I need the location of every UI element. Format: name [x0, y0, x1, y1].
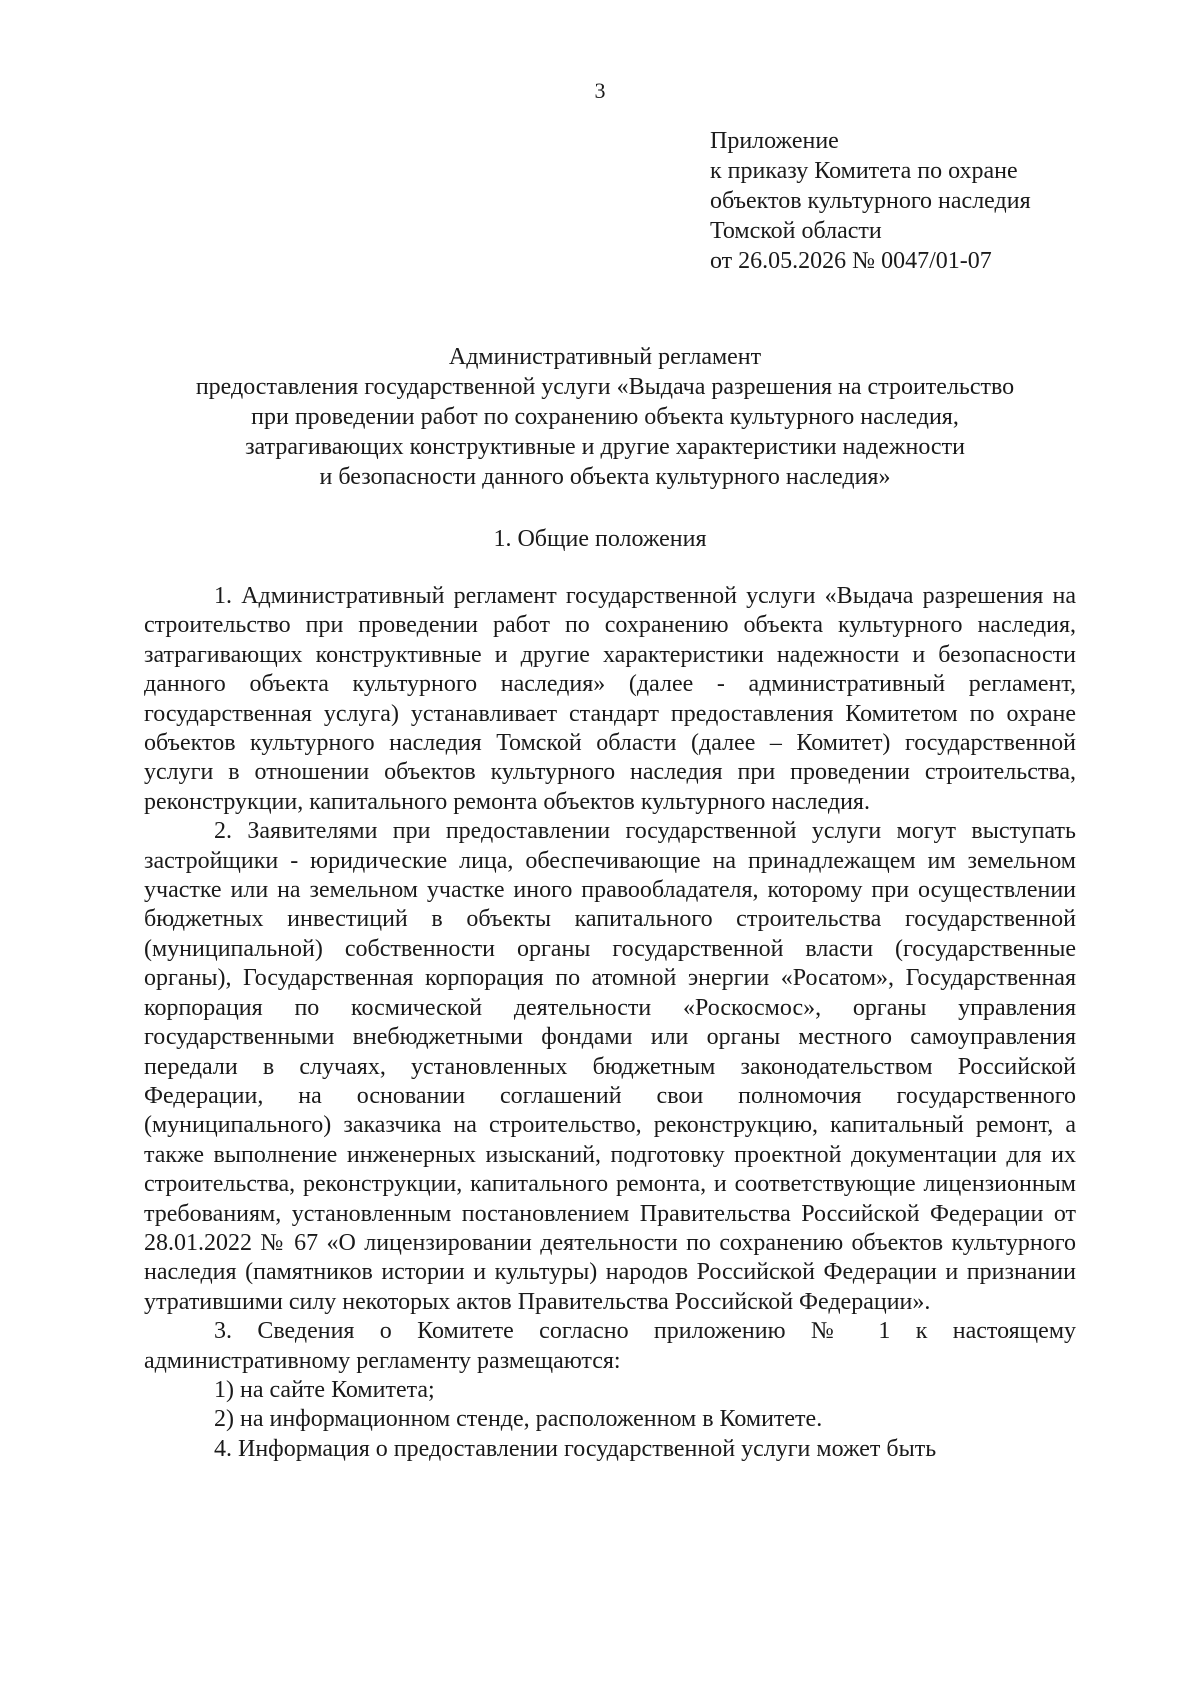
- appendix-line: к приказу Комитета по охране: [710, 158, 1018, 184]
- paragraph-1: 1. Административный регламент государственной услуги «Выдача разрешения на строительство при проведении работ по сохранению объекта культурного наследия, затрагивающих конструктивные и другие характеристики надежности и безопасности данного объекта культурного наследия» (далее - административный регламент, государственная услуга) устанавливает стандарт предоставления Комитетом по охране объектов культурного наследия Томской области (далее – Комитет) государственной услуги в отношении объектов культурного наследия при проведении строительства, реконструкции, капитального ремонта объектов культурного наследия.: [144, 583, 1076, 815]
- document-body: [144, 582, 1076, 1464]
- appendix-line: от 26.05.2026 № 0047/01-07: [710, 248, 992, 274]
- title-line: и безопасности данного объекта культурного наследия»: [319, 464, 891, 490]
- title-line: Административный регламент: [448, 344, 762, 370]
- title-line: предоставления государственной услуги «Выдача разрешения на строительство: [195, 374, 1015, 400]
- paragraph-4: 4. Информация о предоставлении государственной услуги может быть: [214, 1435, 937, 1462]
- title-line: при проведении работ по сохранению объекта культурного наследия,: [251, 404, 959, 430]
- appendix-line: Томской области: [710, 218, 882, 244]
- page-number: 3: [594, 78, 606, 103]
- paragraph-3: 3. Сведения о Комитете согласно приложению № 1 к настоящему административному регламенту размещаются:: [144, 1318, 1076, 1374]
- appendix-line: Приложение: [710, 128, 839, 154]
- paragraph-3-item-2: 2) на информационном стенде, расположенном в Комитете.: [214, 1406, 823, 1433]
- appendix-block: [710, 126, 1031, 276]
- title-line: затрагивающих конструктивные и другие характеристики надежности: [245, 434, 965, 460]
- document-title: [150, 342, 1060, 492]
- appendix-line: объектов культурного наследия: [710, 188, 1031, 214]
- paragraph-2: 2. Заявителями при предоставлении государственной услуги могут выступать застройщики - юридические лица, обеспечивающие на принадлежащем им земельном участке или на земельном участке иного правообладателя, которому при осуществлении бюджетных инвестиций в объекты капитального строительства государственной (муниципальной) собственности органы государственной власти (государственные органы), Государственная корпорация по атомной энергии «Росатом», Государственная корпорация по космической деятельности «Роскосмос», органы управления государственными внебюджетными фондами или органы местного самоуправления передали в случаях, установленных бюджетным законодательством Российской Федерации, на основании соглашений свои полномочия государственного (муниципального) заказчика на строительство, реконструкцию, капитальный ремонт, а также выполнение инженерных изысканий, подготовку проектной документации для их строительства, реконструкции, капитального ремонта, и соответствующие лицензионным требованиям, установленным постановлением Правительства Российской Федерации от 28.01.2022 № 67 «О лицензировании деятельности по сохранению объектов культурного наследия (памятников истории и культуры) народов Российской Федерации и признании утратившими силу некоторых актов Правительства Российской Федерации».: [144, 818, 1076, 1315]
- paragraph-3-item-1: 1) на сайте Комитета;: [214, 1376, 435, 1403]
- section-heading: 1. Общие положения: [493, 526, 707, 552]
